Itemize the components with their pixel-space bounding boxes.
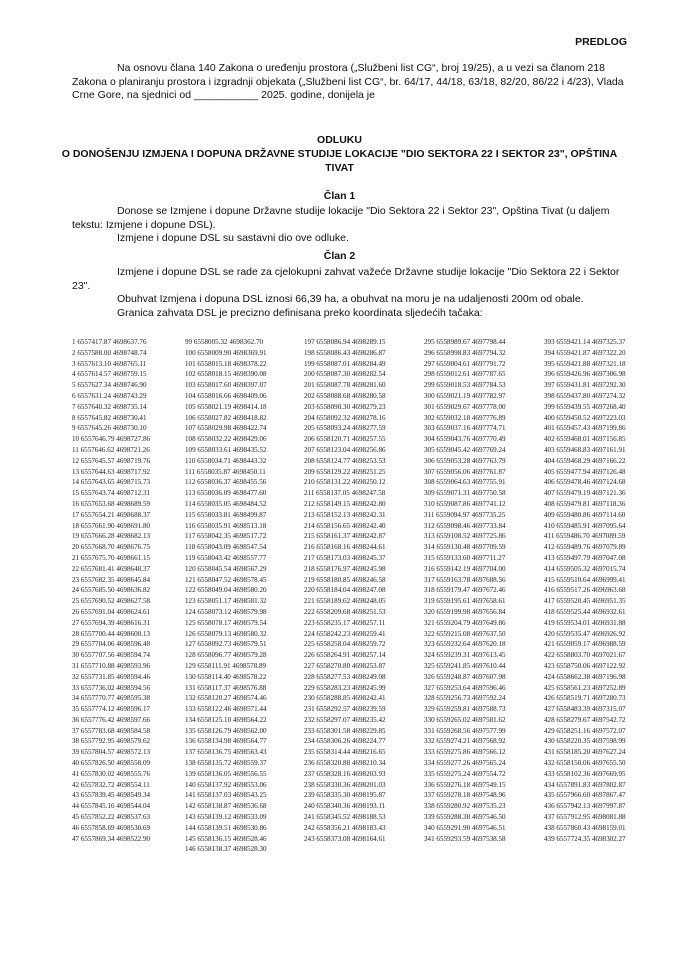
coordinate-point: 394 6559421.87 4697322.20: [544, 348, 626, 357]
coordinate-point: 438 6557860.43 4698159.01: [544, 823, 626, 832]
decision-subtitle: O DONOŠENJU IZMJENA I DOPUNA DRŽAVNE STUDIJE LOKACIJE "DIO SEKTORA 22 I SEKTOR 23", OPŠTINA TIVAT: [61, 148, 618, 174]
coordinate-point: 404 6559468.29 4697166.22: [544, 456, 626, 465]
coordinate-point: 41 6557830.02 4698555.76: [72, 769, 151, 778]
coordinate-point: 422 6558803.70 4697021.67: [544, 651, 626, 660]
coordinate-point: 4 6557614.57 4698759.15: [72, 370, 147, 379]
coordinate-point: 43 6557839.45 4698549.34: [72, 791, 151, 800]
coordinate-point: 7 6557640.32 4698735.14: [72, 402, 147, 411]
coordinate-point: 102 6558018.15 4698390.08: [185, 370, 267, 379]
coordinate-point: 430 6558220.35 4697598.99: [544, 737, 626, 746]
coordinate-point: 114 6558035.05 4698484.52: [185, 499, 267, 508]
coordinate-point: 1 6557417.87 4698637.76: [72, 338, 147, 346]
coordinate-point: 413 6559497.79 4697047.08: [544, 553, 626, 562]
coordinate-point: 5 6557627.34 4698746.90: [72, 381, 147, 390]
coordinate-point: 307 6559056.06 4697761.87: [424, 467, 506, 476]
coordinate-point: 421 6559059.17 4696988.59: [544, 640, 626, 649]
coordinate-column-3: [304, 337, 386, 844]
coordinate-point: 403 6559468.83 4697161.91: [544, 445, 626, 454]
coordinate-point: 103 6558017.60 4698397.07: [185, 381, 267, 390]
coordinate-point: 401 6559457.43 4697199.86: [544, 424, 626, 433]
coordinate-point: 411 6559486.70 4697089.59: [544, 532, 626, 541]
coordinate-point: 427 6558483.39 4697315.07: [544, 705, 626, 714]
coordinate-point: 141 6558137.03 4698543.25: [185, 791, 267, 800]
coordinate-point: 429 6558251.16 4697572.07: [544, 726, 626, 735]
coordinate-point: 237 6558328.16 4698203.93: [304, 769, 386, 778]
coordinate-point: 121 6558047.52 4698578.45: [185, 575, 267, 584]
coordinate-point: 305 6559045.42 4697769.24: [424, 445, 506, 454]
coordinate-point: 199 6558087.01 4698284.49: [304, 359, 386, 368]
document-status-tag: PREDLOG: [575, 36, 627, 48]
coordinate-point: 39 6557804.57 4698572.13: [72, 748, 151, 757]
coordinate-point: 320 6559199.98 4697656.84: [424, 607, 506, 616]
coordinate-point: 138 6558135.72 4698559.37: [185, 759, 267, 768]
coordinate-point: 336 6559276.18 4697549.15: [424, 780, 506, 789]
coordinate-point: 329 6559259.81 4697588.73: [424, 705, 506, 714]
coordinate-point: 416 6559517.26 4696963.68: [544, 586, 626, 595]
coordinate-point: 301 6559029.67 4697778.00: [424, 402, 506, 411]
coordinate-point: 142 6558138.87 4698536.68: [185, 802, 267, 811]
coordinate-point: 433 6558102.36 4697669.95: [544, 769, 626, 778]
coordinate-point: 209 6558129.22 4698251.25: [304, 467, 386, 476]
coordinate-point: 137 6558136.75 4698563.43: [185, 748, 267, 757]
coordinate-point: 216 6558168.16 4698244.61: [304, 543, 386, 552]
coordinate-point: 105 6558021.19 4698414.18: [185, 402, 267, 411]
coordinate-point: 26 6557691.04 4698624.61: [72, 607, 151, 616]
coordinate-point: 18 6557661.90 4698691.80: [72, 521, 151, 530]
coordinate-point: 21 6557675.70 4698661.15: [72, 553, 151, 562]
coordinate-point: 24 6557685.50 4698636.82: [72, 586, 151, 595]
article-1-body: [72, 205, 632, 246]
coordinate-point: 335 6559275.24 4697554.72: [424, 769, 506, 778]
coordinate-point: 217 6558173.03 4698245.37: [304, 553, 386, 562]
coordinate-point: 214 6558156.65 4698242.40: [304, 521, 386, 530]
coordinate-point: 238 6558330.36 4698201.03: [304, 780, 386, 789]
coordinate-point: 34 6557770.77 4698595.38: [72, 694, 151, 703]
coordinate-point: 414 6559505.32 4697015.74: [544, 564, 626, 573]
coordinate-point: 10 6557646.79 4698727.86: [72, 435, 151, 444]
coordinate-point: 131 6558117.37 4698576.88: [185, 683, 267, 692]
coordinate-point: 132 6558120.27 4698574.46: [185, 694, 267, 703]
coordinate-point: 312 6559098.46 4697733.84: [424, 521, 506, 530]
coordinate-point: 16 6557653.68 4698689.59: [72, 499, 151, 508]
coordinate-point: 420 6559535.47 4696926.92: [544, 629, 626, 638]
coordinate-point: 415 6559510.64 4696999.41: [544, 575, 626, 584]
coordinate-point: 37 6557783.68 4698584.58: [72, 726, 151, 735]
coordinate-point: 11 6557646.62 4698721.26: [72, 445, 150, 454]
coordinate-point: 303 6559037.16 4697774.71: [424, 424, 506, 433]
coordinate-point: 130 6558114.40 4698578.22: [185, 672, 267, 681]
coordinate-point: 22 6557681.41 4698648.37: [72, 564, 151, 573]
coordinate-point: 325 6559241.85 4697610.44: [424, 661, 506, 670]
coordinate-point: 104 6558016.66 4698409.06: [185, 391, 267, 400]
coordinate-point: 211 6558137.05 4698247.58: [304, 489, 386, 498]
coordinate-point: 228 6558277.53 4698249.08: [304, 672, 386, 681]
coordinate-point: 240 6558340.36 4698193.11: [304, 802, 386, 811]
coordinate-point: 297 6559004.61 4697791.72: [424, 359, 506, 368]
coordinate-point: 224 6558242.23 4698259.41: [304, 629, 386, 638]
coordinate-point: 6 6557631.24 4698743.29: [72, 391, 147, 400]
coordinate-point: 14 6557643.65 4698715.73: [72, 478, 151, 487]
coordinate-point: 201 6558087.78 4698281.60: [304, 381, 386, 390]
coordinate-point: 17 6557654.21 4698688.37: [72, 510, 151, 519]
coordinate-point: 412 6559489.76 4697079.89: [544, 543, 626, 552]
coordinate-point: 44 6557845.16 4698544.04: [72, 802, 151, 811]
coordinate-point: 234 6558306.26 4698224.77: [304, 737, 386, 746]
coordinate-point: 38 6557792.95 4698579.62: [72, 737, 151, 746]
coordinate-point: 405 6559477.94 4697126.48: [544, 467, 626, 476]
coordinate-point: 13 6557644.63 4698717.92: [72, 467, 151, 476]
coordinate-point: 233 6558301.58 4698229.85: [304, 726, 386, 735]
coordinate-point: 295 6558989.67 4697798.44: [424, 338, 506, 346]
preamble-text: Na osnovu člana 140 Zakona o uređenju prostora („Službeni list CG“, broj 19/25), a u vezi sa članom 218 Zakona o planiranju prostora i izgradnji objekata („Službeni list CG“, br. 64/17, 44/18, 63/18, 82/20, 86/22 i 4/23), Vlada Crne Gore, na sjednici od ___________ 2025. godine, donijela je: [72, 62, 624, 102]
coordinate-point: 218 6558176.97 4698245.98: [304, 564, 386, 573]
coordinate-point: 396 6559426.96 4697306.98: [544, 370, 626, 379]
coordinate-point: 306 6559053.28 4697763.79: [424, 456, 506, 465]
coordinate-point: 314 6559130.48 4697709.59: [424, 543, 506, 552]
coordinate-point: 128 6558096.77 4698579.28: [185, 651, 267, 660]
coordinate-column-2: [185, 337, 267, 855]
coordinate-point: 318 6559179.47 4697672.46: [424, 586, 506, 595]
coordinate-point: 207 6558123.04 4698256.86: [304, 445, 386, 454]
coordinate-point: 200 6558087.30 4698282.54: [304, 370, 386, 379]
coordinate-point: 29 6557704.06 4698596.48: [72, 640, 151, 649]
coordinate-point: 20 6557668.70 4698676.75: [72, 543, 151, 552]
coordinate-point: 226 6558264.91 4698257.14: [304, 651, 386, 660]
coordinate-point: 432 6558150.06 4697655.50: [544, 759, 626, 768]
coordinate-point: 205 6558093.24 4698277.59: [304, 424, 386, 433]
coordinate-point: 15 6557643.74 4698712.31: [72, 489, 151, 498]
coordinate-point: 146 6558138.37 4698528.30: [185, 845, 267, 854]
coordinate-point: 426 6558519.71 4697280.73: [544, 694, 626, 703]
coordinate-point: 227 6558270.80 4698253.87: [304, 661, 386, 670]
coordinate-point: 110 6558034.71 4698443.32: [185, 456, 267, 465]
coordinate-point: 395 6559421.88 4697321.18: [544, 359, 626, 368]
coordinate-point: 243 6558373.08 4698164.61: [304, 834, 386, 843]
coordinate-point: 31 6557710.88 4698593.96: [72, 661, 151, 670]
coordinate-point: 129 6558111.91 4698578.89: [185, 661, 267, 670]
coordinate-point: 144 6558139.51 4698530.86: [185, 823, 267, 832]
coordinate-column-1: [72, 337, 150, 844]
coordinate-point: 315 6559133.60 4697711.27: [424, 553, 506, 562]
coordinate-point: 100 6558009.90 4698369.91: [185, 348, 267, 357]
coordinate-point: 46 6557858.69 4698530.69: [72, 823, 151, 832]
coordinate-point: 328 6559256.73 4697592.24: [424, 694, 506, 703]
article-2-paragraph-2: Obuhvat Izmjena i dopuna DSL iznosi 66,39 ha, a obuhvat na moru je na udaljenosti 200m od obale.: [117, 293, 584, 306]
coordinate-point: 19 6557666.28 4698682.13: [72, 532, 151, 541]
coordinate-point: 407 6559479.19 4697121.36: [544, 489, 626, 498]
coordinate-point: 40 6557826.50 4698558.09: [72, 759, 151, 768]
coordinate-point: 327 6559253.64 4697596.46: [424, 683, 506, 692]
article-1-heading: Član 1: [323, 190, 356, 202]
coordinate-point: 215 6558161.37 4698242.87: [304, 532, 386, 541]
coordinate-point: 118 6558043.09 4698547.54: [185, 543, 267, 552]
coordinate-point: 425 6558561.23 4697252.89: [544, 683, 626, 692]
coordinate-point: 341 6559293.59 4697538.58: [424, 834, 506, 843]
coordinate-point: 27 6557694.39 4698616.31: [72, 618, 151, 627]
coordinate-point: 140 6558137.92 4698553.06: [185, 780, 267, 789]
coordinate-point: 197 6558086.94 4698289.15: [304, 338, 386, 346]
coordinate-point: 219 6558180.85 4698246.58: [304, 575, 386, 584]
coordinate-point: 42 6557832.72 4698554.11: [72, 780, 150, 789]
coordinate-point: 202 6558088.68 4698280.58: [304, 391, 386, 400]
coordinate-point: 126 6558079.13 4698580.32: [185, 629, 267, 638]
coordinate-point: 410 6559485.91 4697095.64: [544, 521, 626, 530]
preamble: [72, 62, 632, 103]
coordinate-point: 431 6558185.20 4697627.24: [544, 748, 626, 757]
coordinate-point: 317 6559163.78 4697688.56: [424, 575, 506, 584]
coordinate-point: 324 6559239.31 4697613.45: [424, 651, 506, 660]
coordinate-point: 434 6557891.83 4697802.87: [544, 780, 626, 789]
coordinate-point: 316 6559142.19 4697704.00: [424, 564, 506, 573]
coordinate-point: 33 6557736.02 4698594.56: [72, 683, 151, 692]
coordinate-point: 419 6559534.01 4696931.88: [544, 618, 626, 627]
coordinate-point: 133 6558122.46 4698571.44: [185, 705, 267, 714]
coordinate-point: 231 6558292.57 4698239.59: [304, 705, 386, 714]
coordinate-point: 45 6557852.22 4698537.63: [72, 813, 151, 822]
article-2-paragraph-1: Izmjene i dopune DSL se rade za cjelokupni zahvat važeće Državne studije lokacije "Dio Sektora 22 i Sektor 23".: [72, 266, 620, 292]
coordinate-point: 108 6558032.22 4698429.06: [185, 435, 267, 444]
coordinate-point: 408 6559479.81 4697118.36: [544, 499, 626, 508]
coordinate-point: 428 6558279.67 4697542.72: [544, 715, 626, 724]
coordinate-point: 439 6557724.35 4698302.27: [544, 834, 626, 843]
coordinate-point: 119 6558043.42 4698557.77: [185, 553, 267, 562]
coordinate-point: 117 6558042.35 4698517.72: [185, 532, 267, 541]
coordinate-point: 232 6558297.07 4698235.42: [304, 715, 386, 724]
coordinate-point: 400 6559450.52 4697223.03: [544, 413, 626, 422]
decision-title: ODLUKU: [317, 134, 362, 146]
article-2-heading: Član 2: [323, 250, 356, 262]
article-2-body: [72, 266, 632, 320]
coordinate-point: 113 6558036.09 4698477.60: [185, 489, 267, 498]
coordinate-point: 437 6557912.95 4698081.88: [544, 813, 626, 822]
coordinate-point: 206 6558120.71 4698257.55: [304, 435, 386, 444]
coordinate-point: 221 6558189.62 4698248.05: [304, 597, 386, 606]
coordinate-point: 223 6558235.17 4698257.11: [304, 618, 386, 627]
coordinate-point: 340 6559291.90 4697546.51: [424, 823, 506, 832]
coordinate-point: 333 6559275.86 4697566.12: [424, 748, 506, 757]
coordinate-point: 242 6558356.21 4698183.43: [304, 823, 386, 832]
coordinate-point: 136 6558134.98 4698564.77: [185, 737, 267, 746]
coordinate-point: 99 6558005.32 4698362.70: [185, 338, 264, 346]
coordinate-point: 134 6558125.10 4698564.22: [185, 715, 267, 724]
coordinate-point: 308 6559064.63 4697755.91: [424, 478, 506, 487]
coordinate-point: 213 6558152.13 4698242.31: [304, 510, 386, 519]
coordinate-point: 25 6557690.52 4698627.58: [72, 597, 151, 606]
coordinate-point: 112 6558036.37 4698455.56: [185, 478, 267, 487]
article-1-paragraph-2: Izmjene i dopune DSL su sastavni dio ove odluke.: [117, 232, 349, 245]
coordinate-point: 402 6559468.01 4697156.85: [544, 435, 626, 444]
coordinate-point: 230 6558288.85 4698242.41: [304, 694, 386, 703]
coordinate-point: 424 6558662.38 4697196.98: [544, 672, 626, 681]
coordinate-point: 204 6558092.32 4698278.16: [304, 413, 386, 422]
coordinate-point: 399 6559439.55 4697268.40: [544, 402, 626, 411]
coordinate-point: 124 6558073.12 4698579.98: [185, 607, 267, 616]
coordinate-point: 326 6559248.87 4697607.98: [424, 672, 506, 681]
article-1-paragraph-1: Donose se Izmjene i dopune Državne studije lokacije "Dio Sektora 22 i Sektor 23", Opština Tivat (u daljem tekstu: Izmjene i dopune DSL).: [72, 205, 610, 231]
coordinate-point: 436 6557942.13 4697997.87: [544, 802, 626, 811]
coordinate-point: 28 6557700.44 4698600.13: [72, 629, 151, 638]
coordinate-point: 222 6558209.68 4698251.53: [304, 607, 386, 616]
coordinate-point: 115 6558033.81 4698499.87: [185, 510, 267, 519]
coordinate-point: 212 6558149.15 4698242.80: [304, 499, 386, 508]
coordinate-point: 225 6558258.04 4698259.72: [304, 640, 386, 649]
coordinate-point: 229 6558283.23 4698245.99: [304, 683, 386, 692]
coordinate-point: 241 6558345.52 4698188.53: [304, 813, 386, 822]
coordinate-point: 296 6558998.83 4697794.32: [424, 348, 506, 357]
coordinate-point: 304 6559043.76 4697770.49: [424, 435, 506, 444]
coordinate-point: 298 6559012.61 4697787.65: [424, 370, 506, 379]
coordinate-point: 109 6558033.61 4698435.52: [185, 445, 267, 454]
coordinate-point: 123 6558051.17 4698581.32: [185, 597, 267, 606]
coordinate-point: 435 6557966.60 4697867.47: [544, 791, 626, 800]
coordinate-point: 127 6558092.73 4698579.51: [185, 640, 267, 649]
coordinate-point: 331 6559268.56 4697577.99: [424, 726, 506, 735]
coordinate-point: 321 6559204.79 4697649.86: [424, 618, 506, 627]
coordinate-point: 239 6558335.30 4698195.87: [304, 791, 386, 800]
coordinate-point: 116 6558035.91 4698513.18: [185, 521, 267, 530]
coordinate-point: 311 6559094.97 4697735.25: [424, 510, 506, 519]
coordinate-point: 334 6559277.26 4697565.24: [424, 759, 506, 768]
coordinate-point: 409 6559480.86 4697114.60: [544, 510, 626, 519]
coordinate-point: 337 6559278.18 4697548.96: [424, 791, 506, 800]
coordinate-point: 338 6559280.92 4697535.23: [424, 802, 506, 811]
coordinate-point: 299 6559018.53 4697784.53: [424, 381, 506, 390]
coordinate-point: 339 6559288.38 4697546.50: [424, 813, 506, 822]
coordinate-point: 125 6558078.17 4698579.54: [185, 618, 267, 627]
coordinate-point: 302 6559032.18 4697776.89: [424, 413, 506, 422]
coordinate-point: 111 6558035.87 4698450.11: [185, 467, 266, 476]
coordinate-point: 23 6557682.35 4698645.84: [72, 575, 151, 584]
coordinate-point: 309 6559071.31 4697750.58: [424, 489, 506, 498]
coordinate-point: 30 6557707.56 4698594.74: [72, 651, 151, 660]
coordinate-point: 101 6558015.18 4698378.22: [185, 359, 267, 368]
coordinate-point: 145 6558136.15 4698528.46: [185, 834, 267, 843]
coordinate-point: 3 6557613.10 4698765.11: [72, 359, 147, 368]
coordinate-point: 423 6558750.06 4697122.92: [544, 661, 626, 670]
coordinate-point: 2 6557588.00 4698748.74: [72, 348, 147, 357]
coordinate-point: 35 6557774.12 4698596.17: [72, 705, 151, 714]
coordinate-point: 310 6559087.86 4697741.12: [424, 499, 506, 508]
coordinate-point: 32 6557731.85 4698594.46: [72, 672, 151, 681]
article-2-paragraph-3: Granica zahvata DSL je precizno definisana preko koordinata sljedećih tačaka:: [117, 306, 483, 319]
coordinate-point: 235 6558314.44 4698216.65: [304, 748, 386, 757]
coordinate-point: 47 6557869.34 4698522.90: [72, 834, 151, 843]
coordinate-point: 143 6558139.12 4698533.09: [185, 813, 267, 822]
coordinate-point: 300 6559021.19 4697782.97: [424, 391, 506, 400]
coordinate-point: 220 6558184.04 4698247.08: [304, 586, 386, 595]
coordinate-point: 332 6559274.21 4697568.92: [424, 737, 506, 746]
coordinate-point: 313 6559108.52 4697725.86: [424, 532, 506, 541]
coordinate-point: 236 6558320.88 4698210.34: [304, 759, 386, 768]
coordinate-point: 330 6559265.02 4697581.62: [424, 715, 506, 724]
coordinate-point: 139 6558136.05 4698556.55: [185, 769, 267, 778]
coordinate-point: 397 6559431.81 4697292.30: [544, 381, 626, 390]
coordinate-point: 135 6558126.79 4698562.00: [185, 726, 267, 735]
coordinate-point: 107 6558029.98 4698422.74: [185, 424, 267, 433]
coordinate-point: 36 6557776.42 4698597.66: [72, 715, 151, 724]
coordinate-point: 319 6559195.61 4697658.61: [424, 597, 506, 606]
coordinate-point: 8 6557645.82 4698730.41: [72, 413, 147, 422]
coordinate-column-4: [424, 337, 506, 844]
coordinate-point: 322 6559215.08 4697637.50: [424, 629, 506, 638]
coordinate-point: 417 6559520.45 4696951.35: [544, 597, 626, 606]
coordinate-point: 122 6558049.04 4698580.20: [185, 586, 267, 595]
coordinate-point: 398 6559437.80 4697274.32: [544, 391, 626, 400]
coordinate-point: 12 6557645.57 4698719.76: [72, 456, 151, 465]
coordinate-point: 406 6559478.46 4697124.68: [544, 478, 626, 487]
coordinate-point: 208 6558124.77 4698253.53: [304, 456, 386, 465]
coordinate-point: 120 6558045.54 4698567.29: [185, 564, 267, 573]
coordinate-point: 210 6558131.22 4698250.12: [304, 478, 386, 487]
coordinate-point: 203 6558090.30 4698279.23: [304, 402, 386, 411]
coordinate-point: 106 6558027.82 4698418.82: [185, 413, 267, 422]
coordinate-point: 418 6559525.44 4696932.61: [544, 607, 626, 616]
coordinate-point: 393 6559421.14 4697325.37: [544, 338, 626, 346]
coordinate-point: 323 6559232.64 4697620.18: [424, 640, 506, 649]
coordinate-point: 198 6558086.43 4698286.87: [304, 348, 386, 357]
coordinate-column-5: [544, 337, 626, 844]
coordinate-point: 9 6557645.26 4698730.10: [72, 424, 147, 433]
